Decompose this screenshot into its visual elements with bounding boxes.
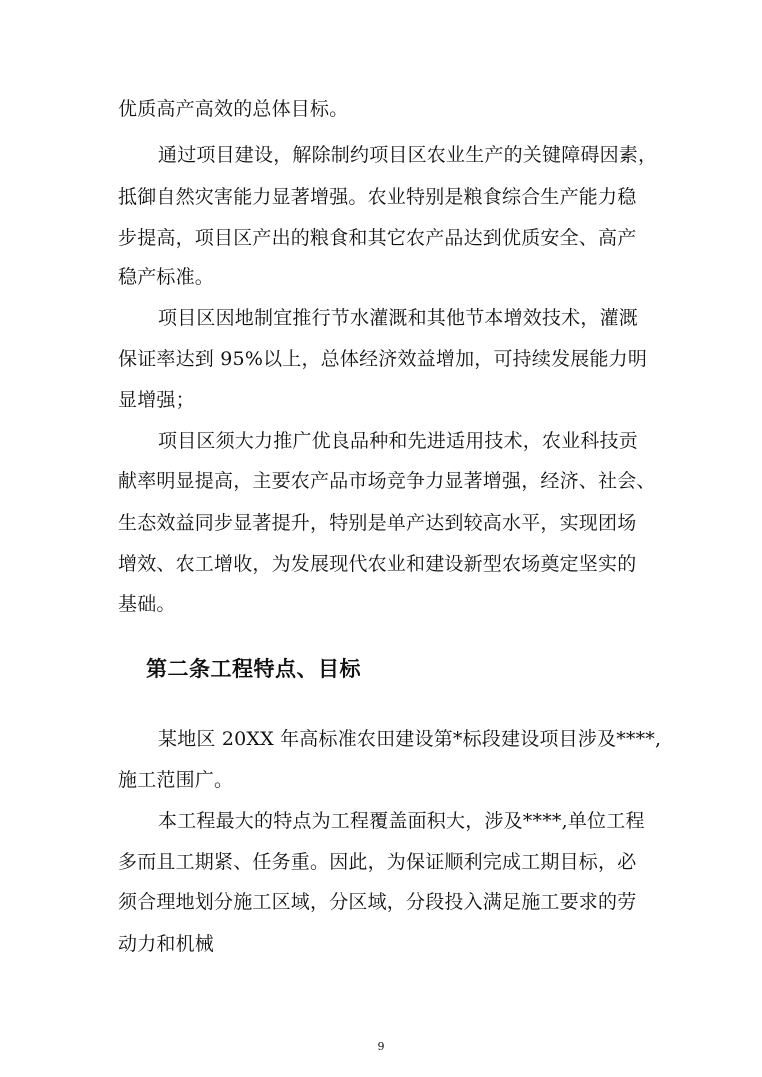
paragraph-line: 显增强； <box>118 389 195 411</box>
paragraph-line: 保证率达到 95%以上，总体经济效益增加，可持续发展能力明 <box>118 348 648 370</box>
paragraph-line: 某地区 20XX 年高标准农田建设第*标段建设项目涉及****, <box>158 728 662 750</box>
section-heading: 第二条工程特点、目标 <box>146 657 361 681</box>
paragraph-line: 生态效益同步显著提升，特别是单产达到较高水平，实现团场 <box>118 512 637 534</box>
paragraph-line: 通过项目建设，解除制约项目区农业生产的关键障碍因素， <box>158 144 658 166</box>
page-number: 9 <box>377 1040 385 1053</box>
paragraph-line: 本工程最大的特点为工程覆盖面积大，涉及****,单位工程 <box>158 810 645 832</box>
paragraph-line: 项目区须大力推广优良品种和先进适用技术，农业科技贡 <box>158 430 639 452</box>
paragraph-line: 动力和机械 <box>118 933 215 955</box>
paragraph-line: 基础。 <box>118 593 176 615</box>
paragraph-line: 献率明显提高，主要农产品市场竞争力显著增强，经济、社会、 <box>118 470 656 492</box>
paragraph-line: 项目区因地制宜推行节水灌溉和其他节本增效技术，灌溉 <box>158 307 639 329</box>
paragraph-line: 优质高产高效的总体目标。 <box>118 98 349 120</box>
paragraph-line: 增效、农工增收，为发展现代农业和建设新型农场奠定坚实的 <box>118 553 637 575</box>
paragraph-line: 步提高，项目区产出的粮食和其它农产品达到优质安全、高产 <box>118 227 637 249</box>
paragraph-line: 多而且工期紧、任务重。因此，为保证顺利完成工期目标，必 <box>118 851 637 873</box>
paragraph-line: 施工范围广。 <box>118 769 234 791</box>
paragraph-line: 须合理地划分施工区域，分区域，分段投入满足施工要求的劳 <box>118 891 637 913</box>
paragraph-line: 抵御自然灾害能力显著增强。农业特别是粮食综合生产能力稳 <box>118 186 637 208</box>
paragraph-line: 稳产标准。 <box>118 266 215 288</box>
